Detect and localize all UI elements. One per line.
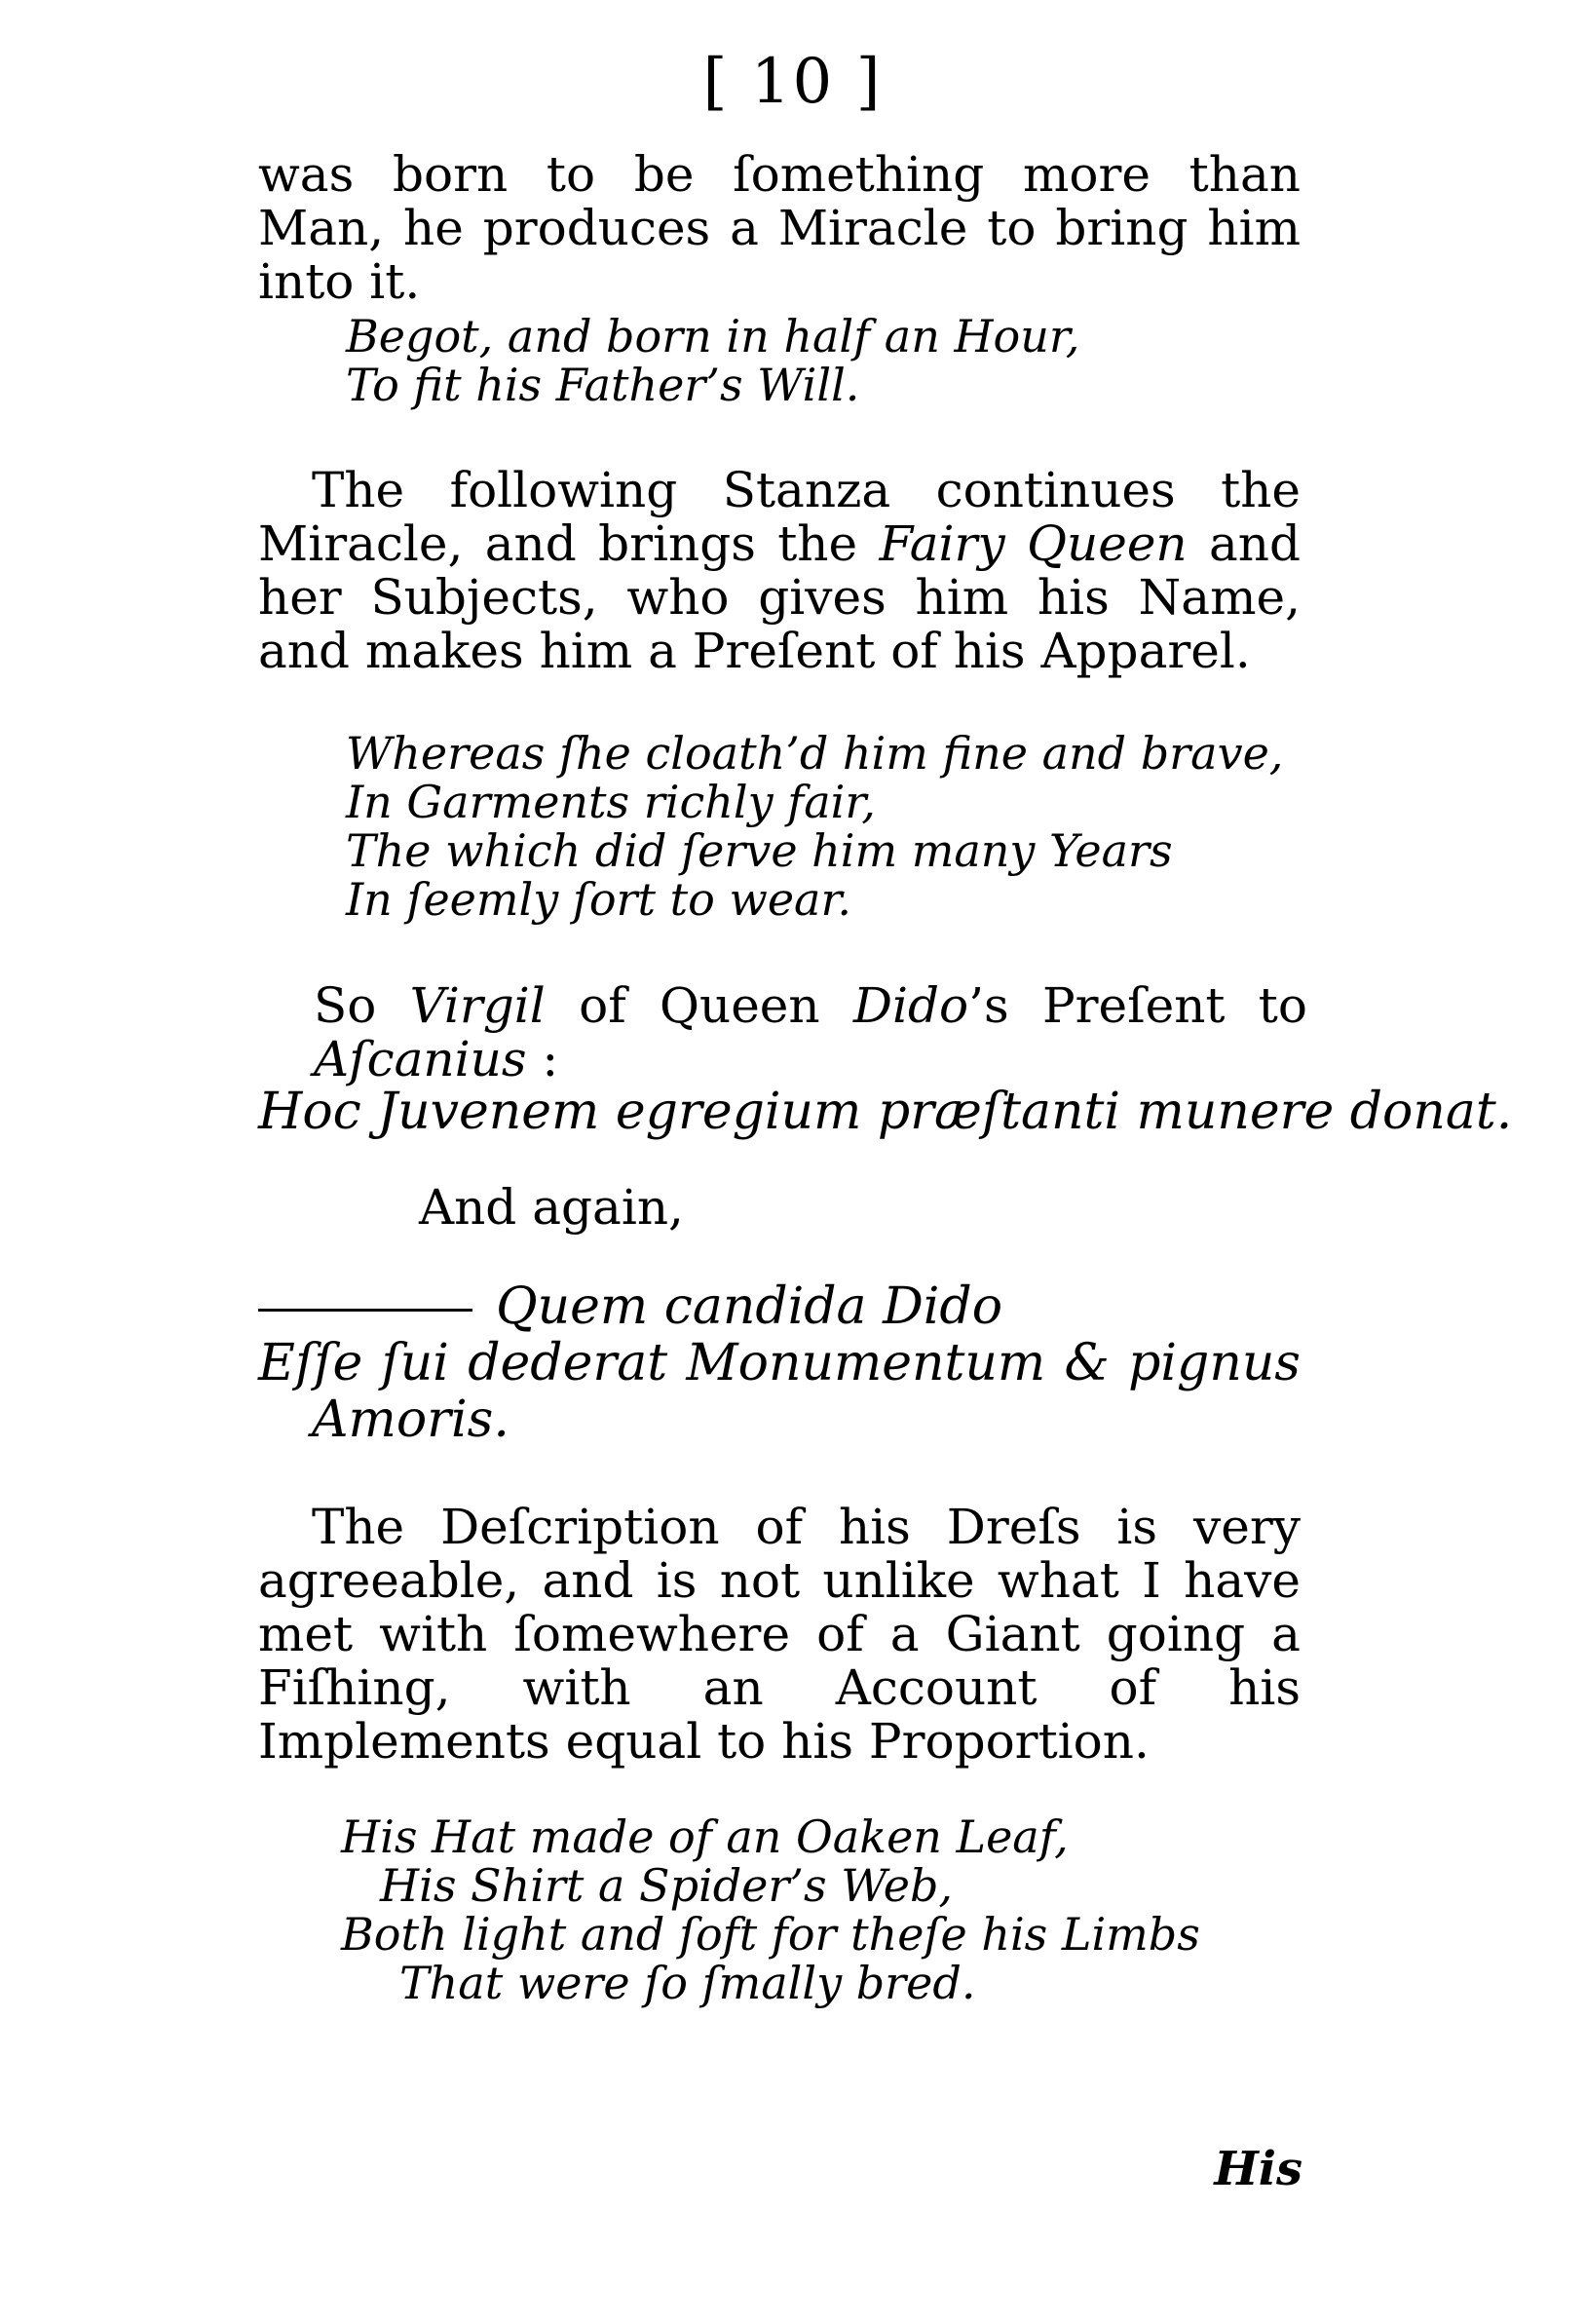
- latin-quote-1: Hoc Juvenem egregium præſtanti munere donat.: [258, 1083, 1513, 1141]
- verse-stanza-3: [341, 1812, 1200, 2007]
- catchword: His: [1214, 2142, 1302, 2196]
- paragraph-2-fairy-queen: Fairy Queen: [879, 515, 1188, 572]
- p3-a: So: [314, 977, 410, 1034]
- latin-quote-2-line-1-text: Quem candida Dido: [496, 1277, 1002, 1336]
- p3-e: ’s Preſent to: [968, 977, 1307, 1034]
- p3-dido: Dido: [852, 977, 969, 1034]
- paragraph-1: was born to be ſomething more than Man, he produces a Miracle to bring him into it.: [258, 146, 1301, 310]
- latin-quote-2-line-1: [258, 1278, 1330, 1335]
- verse-line: In ſeemly ſort to wear.: [346, 873, 852, 926]
- verse-stanza-1: [346, 312, 1079, 409]
- paragraph-2-text-c: and her Subjects, who gives him his Name, and makes him a Preſent of his Apparel.: [258, 515, 1302, 679]
- p3-c: of Queen: [545, 977, 853, 1034]
- latin-quote-2-line-3: Amoris.: [312, 1391, 509, 1449]
- verse-line: That were ſo ſmally bred.: [399, 1957, 976, 2009]
- p3-virgil: Virgil: [409, 977, 546, 1034]
- verse-line: Whereas ſhe cloath’d him fine and brave,: [346, 727, 1284, 780]
- verse-line: To fit his Father’s Will.: [346, 359, 860, 411]
- verse-stanza-2: [346, 729, 1283, 924]
- verse-line: In Garments richly fair,: [346, 776, 876, 828]
- verse-line: Both light and ſoft for theſe his Limbs: [341, 1908, 1200, 1961]
- latin-quote-2-line-2: Eſſe ſui dederat Monumentum & pignus: [258, 1334, 1301, 1392]
- paragraph-2-text-a: The following Stanza continues the Miracle, and brings the: [258, 462, 1301, 572]
- p3-g: :: [526, 1031, 559, 1087]
- verse-line: Begot, and born in half an Hour,: [346, 310, 1080, 362]
- p3-ascanius: Aſcanius: [314, 1031, 527, 1087]
- page-number: [ 10 ]: [702, 46, 883, 118]
- and-again-text: And again,: [419, 1179, 684, 1236]
- paragraph-2: [258, 464, 1301, 678]
- verse-line: His Hat made of an Oaken Leaf,: [341, 1810, 1069, 1863]
- em-dash-rule: [258, 1309, 472, 1312]
- verse-line: His Shirt a Spider’s Web,: [380, 1859, 954, 1912]
- verse-line: The which did ſerve him many Years: [346, 824, 1173, 877]
- paragraph-3: [314, 979, 1307, 1086]
- paragraph-4: The Deſcription of his Dreſs is very agreeable, and is not unlike what I have met with ſomewhere of a Giant going a Fiſhing, with an Account of his Implements equal to his Proportion.: [258, 1499, 1301, 1770]
